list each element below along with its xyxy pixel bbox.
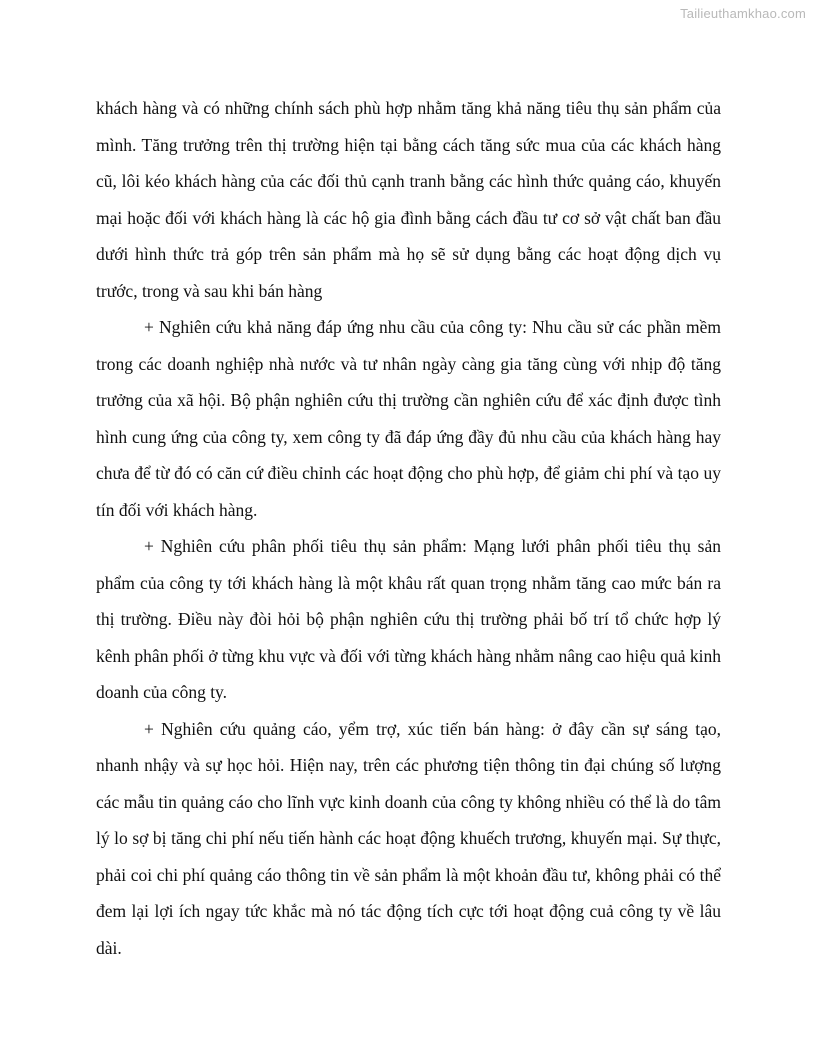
paragraph-advertising: + Nghiên cứu quảng cáo, yểm trợ, xúc tiến bán hàng: ở đây cần sự sáng tạo, nhanh nhậy và sự học hỏi. Hiện nay, trên các phương tiện thông tin đại chúng số lượng các mẫu tin quảng cáo cho lĩnh vực kinh doanh của công ty không nhiều có thể là do tâm lý lo sợ bị tăng chi phí nếu tiến hành các hoạt động khuếch trương, khuyến mại. Sự thực, phải coi chi phí quảng cáo thông tin về sản phẩm là một khoản đầu tư, không phải có thể đem lại lợi ích ngay tức khắc mà nó tác động tích cực tới hoạt động cuả công ty về lâu dài. xyxy=(96,718,721,958)
paragraph-demand-capacity: + Nghiên cứu khả năng đáp ứng nhu cầu của công ty: Nhu cầu sử các phần mềm trong các doanh nghiệp nhà nước và tư nhân ngày càng gia tăng cùng với nhịp độ tăng trưởng của xã hội. Bộ phận nghiên cứu thị trường cần nghiên cứu để xác định được tình hình cung ứng của công ty, xem công ty đã đáp ứng đầy đủ nhu cầu của khách hàng hay chưa để từ đó có căn cứ điều chỉnh các hoạt động cho phù hợp, để giảm chi phí và tạo uy tín đối với khách hàng. xyxy=(96,317,721,520)
watermark-text: Tailieuthamkhao.com xyxy=(680,6,806,21)
paragraph-distribution: + Nghiên cứu phân phối tiêu thụ sản phẩm: Mạng lưới phân phối tiêu thụ sản phẩm của công ty tới khách hàng là một khâu rất quan trọng nhằm tăng cao mức bán ra thị trường. Điều này đòi hỏi bộ phận nghiên cứu thị trường phải bố trí tổ chức hợp lý kênh phân phối ở từng khu vực và đối với từng khách hàng nhằm nâng cao hiệu quả kinh doanh của công ty. xyxy=(96,536,721,702)
document-body xyxy=(96,90,721,966)
paragraph-continuation: khách hàng và có những chính sách phù hợp nhằm tăng khả năng tiêu thụ sản phẩm của mình. Tăng trưởng trên thị trường hiện tại bằng cách tăng sức mua của các khách hàng cũ, lôi kéo khách hàng của các đối thủ cạnh tranh bằng các hình thức quảng cáo, khuyến mại hoặc đối với khách hàng là các hộ gia đình bằng cách đầu tư cơ sở vật chất ban đầu dưới hình thức trả góp trên sản phẩm mà họ sẽ sử dụng bằng các hoạt động dịch vụ trước, trong và sau khi bán hàng xyxy=(96,98,721,301)
